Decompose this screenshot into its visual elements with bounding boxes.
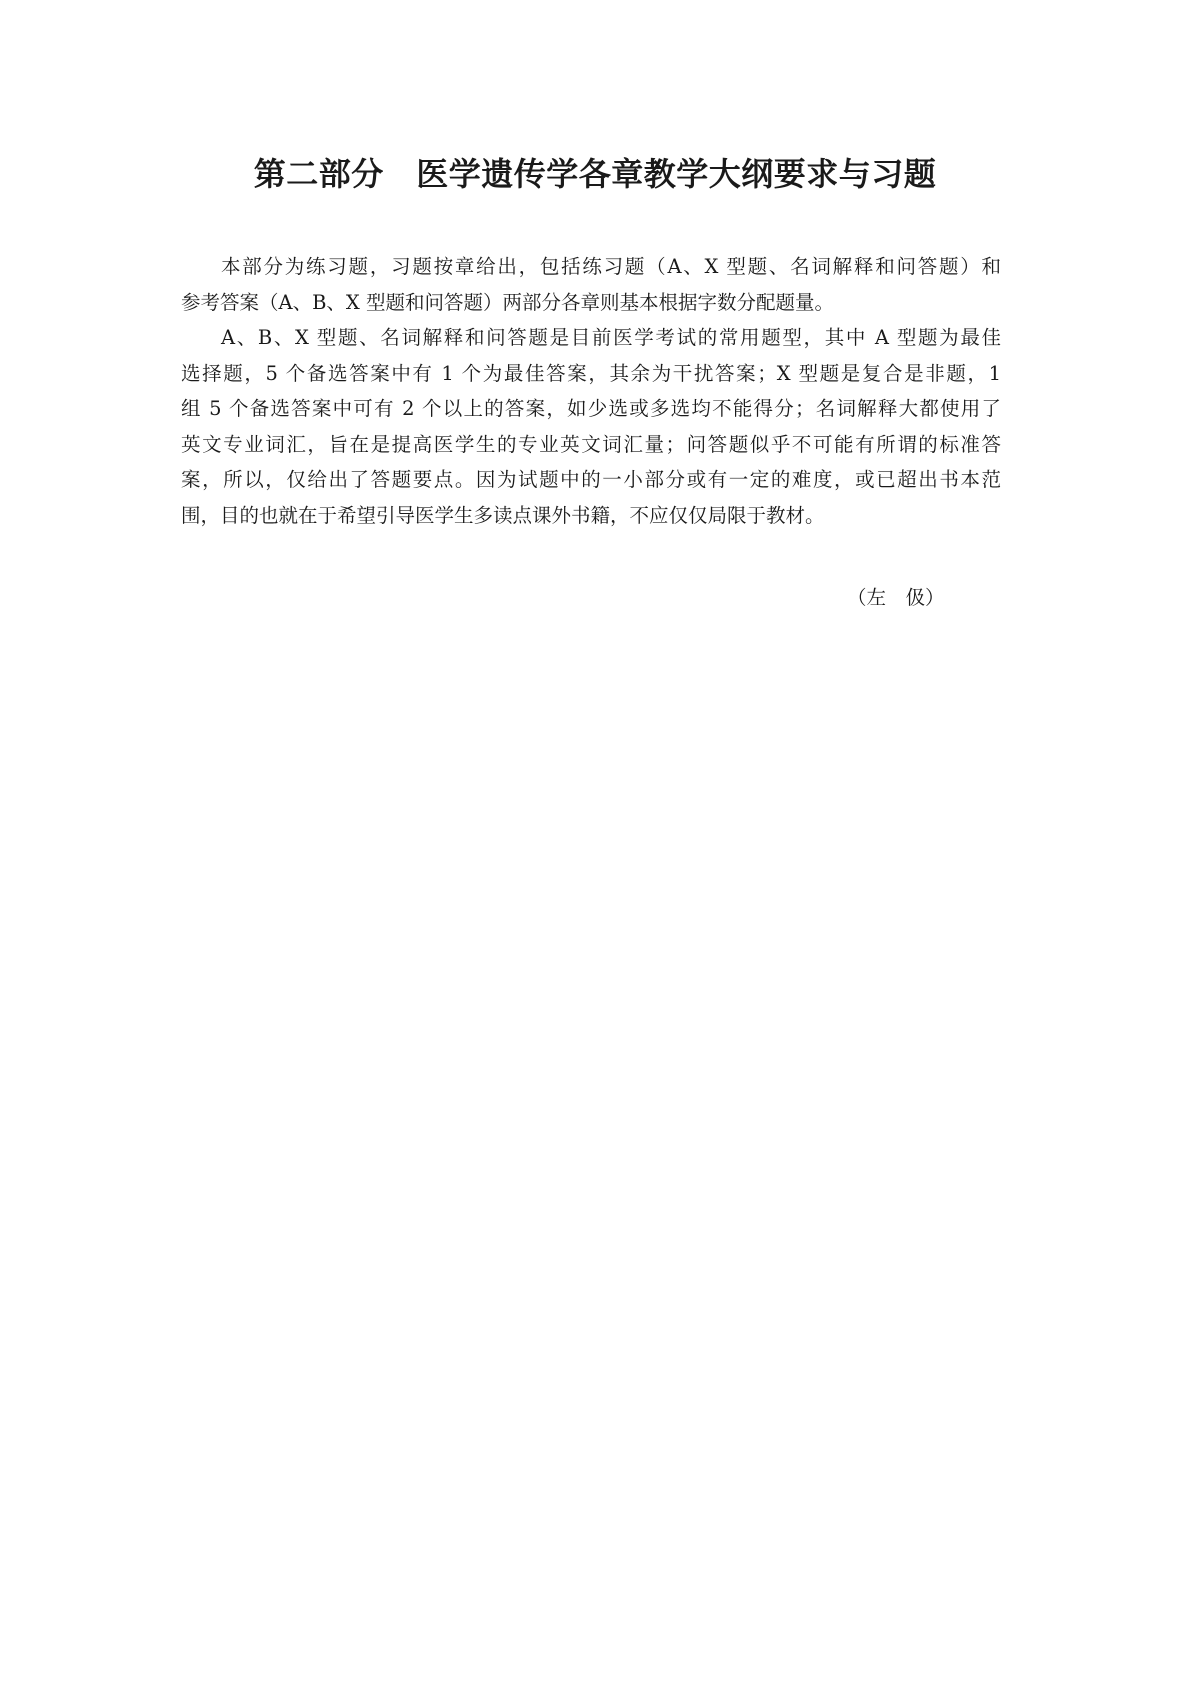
paragraph-line: 参考答案（A、B、X 型题和问答题）两部分各章则基本根据字数分配题量。 — [181, 290, 834, 314]
paragraph-line: 英文专业词汇，旨在是提高医学生的专业英文词汇量；问答题似乎不可能有所谓的标准答 — [181, 432, 1001, 456]
paragraph-line: 案，所以，仅给出了答题要点。因为试题中的一小部分或有一定的难度，或已超出书本范 — [181, 468, 1001, 491]
author-signature: （左 伋） — [847, 586, 945, 609]
paragraph-question-types — [181, 320, 1001, 533]
paragraph-line: 本部分为练习题，习题按章给出，包括练习题（A、X 型题、名词解释和问答题）和 — [221, 255, 1001, 278]
paragraph-line: 围，目的也就在于希望引导医学生多读点课外书籍，不应仅仅局限于教材。 — [181, 503, 825, 527]
document-body — [181, 249, 1001, 533]
document-title: 第二部分 医学遗传学各章教学大纲要求与习题 — [253, 155, 937, 193]
paragraph-line: 选择题，5 个备选答案中有 1 个为最佳答案，其余为干扰答案；X 型题是复合是非题，1 — [181, 361, 1001, 385]
paragraph-line: 组 5 个备选答案中可有 2 个以上的答案，如少选或多选均不能得分；名词解释大都使用了 — [181, 397, 1001, 420]
paragraph-line: A、B、X 型题、名词解释和问答题是目前医学考试的常用题型，其中 A 型题为最佳 — [221, 326, 1001, 349]
paragraph-intro — [181, 249, 1001, 320]
